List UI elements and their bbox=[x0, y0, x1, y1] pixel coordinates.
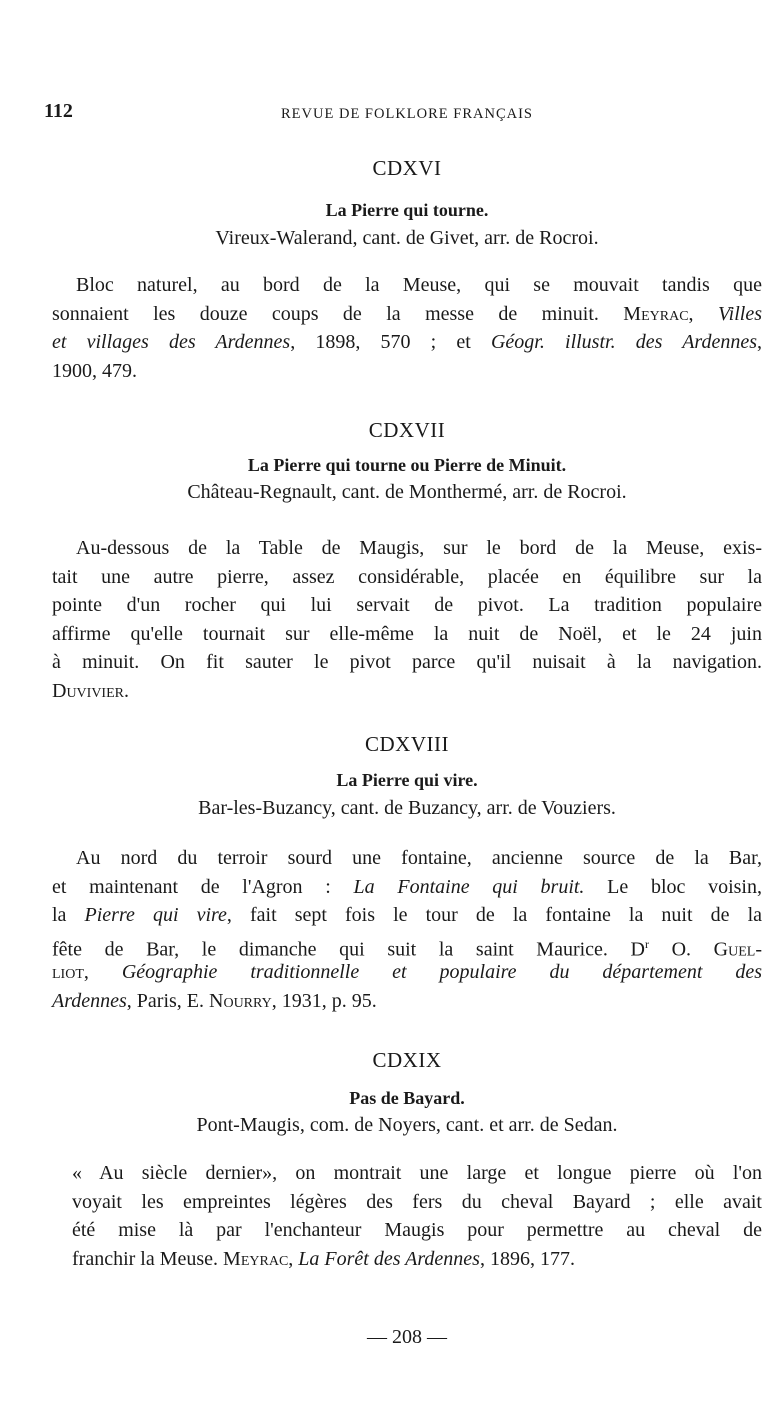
section-paragraph bbox=[72, 1159, 762, 1273]
small-caps-text: Nourry bbox=[209, 989, 272, 1012]
section-place: Pont-Maugis, com. de Noyers, cant. et arr. de Sedan. bbox=[196, 1114, 618, 1136]
paragraph-line bbox=[52, 987, 762, 1016]
section-place: Vireux-Walerand, cant. de Givet, arr. de Rocroi. bbox=[215, 227, 599, 249]
small-caps-text: Meyrac bbox=[223, 1247, 289, 1270]
paragraph-line bbox=[52, 648, 762, 677]
section-place: Château-Regnault, cant. de Monthermé, arr. de Rocroi. bbox=[187, 481, 627, 503]
section-number: CDXVIII bbox=[365, 732, 449, 756]
italic-text: Ardennes bbox=[52, 989, 127, 1012]
paragraph-line bbox=[72, 1188, 762, 1217]
paragraph-line bbox=[52, 271, 762, 300]
text-run: , 1898, 570 ; et bbox=[290, 331, 491, 353]
paragraph-line bbox=[52, 591, 762, 620]
text-run: été mise là par l'enchanteur Maugis pour permettre au cheval de bbox=[72, 1219, 762, 1241]
italic-text: Villes bbox=[717, 302, 763, 325]
text-run: franchir la Meuse. bbox=[72, 1247, 224, 1270]
text-run: sonnaient les douze coups de la messe de minuit. bbox=[52, 302, 624, 325]
small-caps-text: Duvivier. bbox=[52, 679, 129, 702]
text-run: , 1931, p. 95. bbox=[271, 989, 377, 1012]
paragraph-line bbox=[52, 534, 762, 563]
text-run: la bbox=[52, 904, 85, 926]
section-title: La Pierre qui tourne. bbox=[325, 200, 489, 220]
text-run: , bbox=[757, 331, 762, 353]
paragraph-line bbox=[52, 873, 762, 902]
paragraph-line bbox=[52, 300, 762, 329]
italic-text: La Fontaine qui bruit. bbox=[353, 875, 585, 898]
section-paragraph bbox=[52, 534, 762, 705]
italic-text: et villages des Ardennes bbox=[52, 331, 291, 353]
italic-text: Géogr. illustr. des Ardennes bbox=[490, 331, 757, 353]
section-number: CDXVI bbox=[372, 156, 442, 180]
text-run: , Paris, E. bbox=[126, 989, 210, 1012]
text-run: , bbox=[688, 302, 718, 325]
text-run: affirme qu'elle tournait sur elle-même la nuit de Noël, et le 24 juin bbox=[52, 622, 762, 645]
section-number: CDXIX bbox=[372, 1048, 442, 1072]
text-run: pointe d'un rocher qui lui servait de pivot. La tradition populaire bbox=[52, 594, 762, 616]
page-number: 112 bbox=[44, 100, 73, 122]
text-run: tait une autre pierre, assez considérable, placée en équilibre sur la bbox=[52, 565, 762, 588]
section-title: La Pierre qui vire. bbox=[336, 770, 478, 790]
text-run: , bbox=[83, 961, 122, 983]
page-folio: — 208 — bbox=[367, 1326, 447, 1348]
small-caps-text: Guel- bbox=[713, 938, 762, 961]
section-place: Bar-les-Buzancy, cant. de Buzancy, arr. de Vouziers. bbox=[198, 797, 616, 819]
text-run: O. bbox=[648, 938, 714, 961]
section-paragraph bbox=[52, 844, 762, 1015]
text-run: Bloc naturel, au bord de la Meuse, qui se mouvait tandis que bbox=[76, 274, 762, 296]
paragraph-line bbox=[52, 677, 762, 706]
section-title: Pas de Bayard. bbox=[349, 1088, 465, 1108]
paragraph-line bbox=[52, 563, 762, 592]
paragraph-line bbox=[72, 1159, 762, 1188]
text-run: , bbox=[288, 1247, 299, 1270]
paragraph-line bbox=[52, 328, 762, 357]
italic-text: Géographie traditionnelle et populaire du département des bbox=[121, 961, 763, 983]
paragraph-line bbox=[52, 958, 762, 987]
paragraph-line bbox=[52, 620, 762, 649]
text-run: Au-dessous de la Table de Maugis, sur le bord de la Meuse, exis- bbox=[76, 537, 762, 559]
italic-text: La Forêt des Ardennes bbox=[298, 1247, 480, 1270]
text-run: à minuit. On fit sauter le pivot parce qu'il nuisait à la navigation. bbox=[52, 651, 762, 673]
small-caps-text: liot bbox=[52, 961, 84, 983]
paragraph-line bbox=[52, 930, 762, 959]
text-run: Le bloc voisin, bbox=[584, 875, 762, 898]
section-paragraph bbox=[52, 271, 762, 385]
paragraph-line bbox=[52, 901, 762, 930]
paragraph-line bbox=[52, 844, 762, 873]
section-title: La Pierre qui tourne ou Pierre de Minuit. bbox=[247, 455, 567, 475]
text-run: voyait les empreintes légères des fers du cheval Bayard ; elle avait bbox=[72, 1190, 762, 1213]
section-number: CDXVII bbox=[368, 418, 446, 442]
text-run: fête de Bar, le dimanche qui suit la saint Maurice. D bbox=[52, 938, 645, 961]
text-run: , 1896, 177. bbox=[479, 1247, 575, 1270]
text-run: et maintenant de l'Agron : bbox=[52, 875, 354, 898]
paragraph-line bbox=[72, 1216, 762, 1245]
text-run: « Au siècle dernier», on montrait une large et longue pierre où l'on bbox=[72, 1162, 762, 1184]
text-run: r bbox=[644, 936, 649, 951]
paragraph-line bbox=[52, 357, 762, 386]
text-run: Au nord du terroir sourd une fontaine, ancienne source de la Bar, bbox=[76, 847, 762, 869]
text-run: , fait sept fois le tour de la fontaine la nuit de la bbox=[226, 904, 762, 926]
italic-text: Pierre qui vire bbox=[84, 904, 227, 926]
small-caps-text: Meyrac bbox=[623, 302, 689, 325]
paragraph-line bbox=[72, 1245, 762, 1274]
text-run: 1900, 479. bbox=[52, 359, 137, 382]
running-title: REVUE DE FOLKLORE FRANÇAIS bbox=[281, 106, 533, 122]
